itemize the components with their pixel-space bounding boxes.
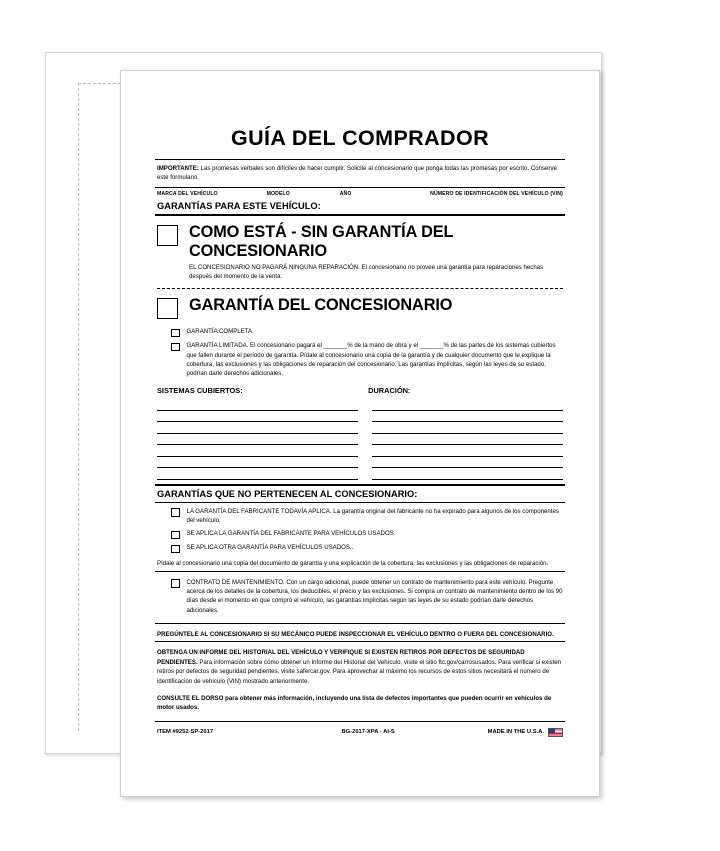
notice-vehicle-history [155,642,565,688]
mfr-warranty-label: LA GARANTÍA DEL FABRICANTE TODAVÍA APLICA. La garantía original del fabricante no ha expirado para algunos de los componentes del vehículo. [186,507,559,525]
checkbox-service-contract[interactable] [171,579,180,588]
other-used-warranty-option[interactable] [155,539,565,553]
checkbox-limited-warranty[interactable] [171,343,180,352]
full-warranty-label: GARANTÍA COMPLETA. [186,328,254,336]
limited-warranty-label: GARANTÍA LIMITADA. El concesionario pagará el _______% de la mano de obra y el _______% de las partes de los sistemas cubiertos que fallen durante el período de garantía. Pídale al concesionario una copia de la garantía y de cualquier documento que le explique la cobertura, las exclusiones y las obligaciones de reparación del concesionario. Las garantías implícitas, según las leyes de su estado, podrían darle derechos adicionales. [186,342,556,378]
notice-see-back: CONSULTE EL DORSO para obtener más información, incluyendo una lista de defectos importantes que pueden ocurrir en vehículos de motor usados. [157,695,552,712]
important-notice [155,160,565,187]
write-in-line[interactable] [372,422,563,434]
write-in-line[interactable] [157,445,358,457]
mfr-warranty-option[interactable] [155,503,565,526]
other-used-warranty-label: SE APLICA OTRA GARANTÍA PARA VEHÍCULOS USADOS.. [186,544,354,552]
write-in-line[interactable] [157,399,358,411]
buyers-guide-document [121,71,599,796]
write-in-line[interactable] [157,434,358,446]
notice-vehicle-history-text: Para información sobre cómo obtener un Informe del Historial del Vehículo, visite el sitio ftc.gov/carrosusados. Para verificar si existen retiros por defectos de seguridad pendientes, visite safercar.gov. Para aprovechar al máximo los recursos de estos sitios necesitará el número de identificación de vehículo (VIN) mostrado anteriormente. [157,658,562,685]
notice-mechanic-inspection: PREGÚNTELE AL CONCESIONARIO SI SU MECÁNICO PUEDE INSPECCIONAR EL VEHÍCULO DENTRO O FUERA DEL CONCESIONARIO. [157,630,554,638]
as-is-subtext: EL CONCESIONARIO NO PAGARÁ NINGUNA REPARACIÓN. El concesionario no provee una garantía para reparaciones hechas después del momento de la venta. [189,264,544,281]
checkbox-as-is[interactable] [157,225,178,246]
covered-systems-headers [155,378,565,397]
checkbox-mfr-used-warranty[interactable] [171,531,180,540]
write-in-line[interactable] [157,422,358,434]
footer-item-number: ITEM #9252-SP-2017 [157,729,214,736]
write-in-line[interactable] [372,445,563,457]
dealer-warranty-block[interactable] [155,289,565,323]
write-in-line[interactable] [157,457,358,469]
label-vehicle-year: AÑO [339,191,352,198]
write-in-line[interactable] [372,411,563,423]
checkbox-dealer-warranty[interactable] [157,298,178,319]
write-in-line[interactable] [157,468,358,480]
vehicle-field-labels [155,188,565,198]
footer-form-code: BG-2017-XPA - AI-S [341,729,395,736]
limited-warranty-option[interactable] [155,337,565,378]
as-is-block[interactable] [155,216,565,285]
write-in-line[interactable] [157,411,358,423]
dealer-warranty-title: GARANTÍA DEL CONCESIONARIO [189,296,453,315]
page-title: GUÍA DEL COMPRADOR [230,126,490,150]
label-duration: DURACIÓN: [368,386,411,396]
warranties-heading: GARANTÍAS PARA ESTE VEHÍCULO: [157,201,321,212]
notice-vehicle-history-bold: OBTENGA UN INFORME DEL HISTORIAL DEL VEHÍCULO Y VERIFIQUE SI EXISTEN RETIROS POR DEFECTOS DE SEGURIDAD PENDIENTES. [157,649,525,666]
non-dealer-heading: GARANTÍAS QUE NO PERTENECEN AL CONCESIONARIO: [157,488,418,499]
label-vehicle-vin: NÚMERO DE IDENTIFICACIÓN DEL VEHÍCULO (VIN) [430,191,563,198]
as-is-title: COMO ESTÁ - SIN GARANTÍA DEL CONCESIONARIO [189,223,454,260]
full-warranty-option[interactable] [155,323,565,337]
us-flag-icon [548,728,563,737]
checkbox-mfr-warranty[interactable] [171,508,180,517]
covered-systems-lines[interactable] [157,399,368,480]
important-text: Las promesas verbales son difíciles de hacer cumplir. Solicite al concesionario que ponga todas las promesas por escrito. Conserve este formulario. [157,165,557,182]
label-covered-systems: SISTEMAS CUBIERTOS: [157,386,243,396]
checkbox-other-used-warranty[interactable] [171,545,180,554]
footer-made-in [441,728,563,737]
label-vehicle-model: MODELO [266,191,290,198]
footer-made-in-label: MADE IN THE U.S.A. [487,729,544,736]
label-vehicle-make: MARCA DEL VEHÍCULO [157,191,218,198]
important-label: IMPORTANTE: [157,165,199,172]
mfr-used-warranty-option[interactable] [155,525,565,539]
service-contract-label: CONTRATO DE MANTENIMIENTO. Con un cargo adicional, puede obtener un contrato de mantenimiento para este vehículo. Pregunte acerca de los detalles de la cobertura, los deducibles, el precio y las exclusiones. Si compra un contrato de mantenimiento dentro de los 90 días desde el momento en que compró el vehículo, las garantías implícitas según las leyes de su estado podrían darle derechos adicionales. [186,578,563,614]
write-in-line[interactable] [372,457,563,469]
covered-systems-write-in-area[interactable] [155,397,565,484]
mfr-used-warranty-label: SE APLICA LA GARANTÍA DEL FABRICANTE PARA VEHÍCULOS USADOS. [186,530,396,538]
front-sheet [120,70,600,797]
duration-lines[interactable] [368,399,563,480]
service-contract-option[interactable] [155,572,565,615]
non-dealer-note: Pídale al concesionario una copia del documento de garantía y una explicación de la cobertura, las exclusiones y las obligaciones de reparación. [157,560,549,568]
write-in-line[interactable] [372,468,563,480]
footer [155,722,565,737]
checkbox-full-warranty[interactable] [171,329,180,338]
write-in-line[interactable] [372,434,563,446]
write-in-line[interactable] [372,399,563,411]
